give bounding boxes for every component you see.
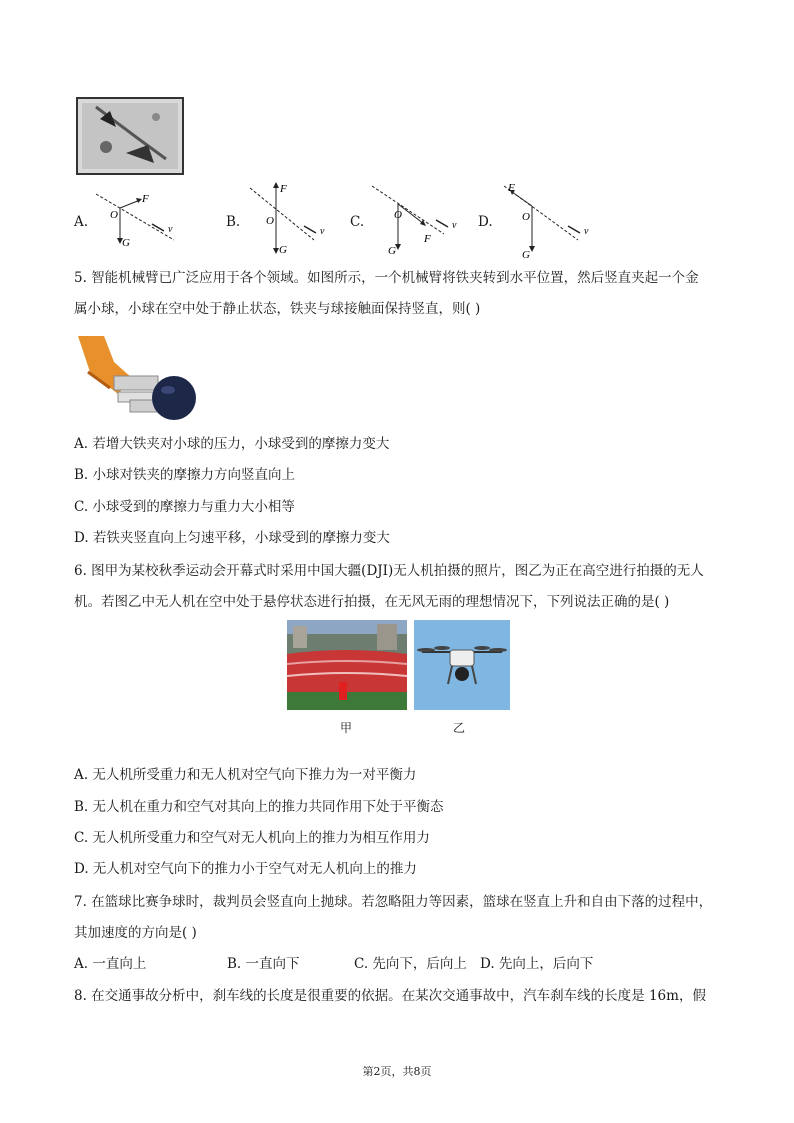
- option-letter: C.: [350, 214, 365, 230]
- q5-option-c[interactable]: C. 小球受到的摩擦力与重力大小相等: [74, 499, 295, 515]
- q6-caption-yi: 乙: [453, 721, 466, 735]
- q5-option-a[interactable]: A. 若增大铁夹对小球的压力，小球受到的摩擦力变大: [74, 436, 390, 452]
- q6-photo-jia: [287, 620, 407, 710]
- label-O: O: [266, 215, 274, 227]
- q6-option-b[interactable]: B. 无人机在重力和空气对其向上的推力共同作用下处于平衡态: [74, 799, 444, 815]
- q7-stem-line2: 其加速度的方向是( ): [74, 925, 197, 941]
- label-v: v: [168, 224, 173, 235]
- q6-caption-jia: 甲: [340, 721, 353, 735]
- q6-stem-line1: 6. 图甲为某校秋季运动会开幕式时采用中国大疆(DJI)无人机拍摄的照片，图乙为正在高空进行拍摄的无人: [74, 563, 704, 579]
- q7-option-a[interactable]: A. 一直向上: [74, 956, 147, 972]
- q4-option-c[interactable]: [350, 182, 470, 258]
- label-G: G: [279, 244, 287, 256]
- q7-option-b[interactable]: B. 一直向下: [227, 956, 300, 972]
- q5-option-b[interactable]: B. 小球对铁夹的摩擦力方向竖直向上: [74, 467, 296, 483]
- force-diagram-d: [496, 180, 598, 260]
- label-O: O: [394, 209, 402, 221]
- q6-option-a[interactable]: A. 无人机所受重力和无人机对空气向下推力为一对平衡力: [74, 767, 417, 783]
- q4-option-d[interactable]: [478, 180, 598, 260]
- q4-option-b[interactable]: [226, 180, 356, 256]
- label-O: O: [522, 211, 530, 223]
- q5-robot-arm-image: [74, 332, 199, 420]
- q6-stem-line2: 机。若图乙中无人机在空中处于悬停状态进行拍摄，在无风无雨的理想情况下，下列说法正确的是( ): [74, 594, 670, 610]
- q7-stem-line1: 7. 在篮球比赛争球时，裁判员会竖直向上抛球。若忽略阻力等因素，篮球在竖直上升和自由下落的过程中，: [74, 894, 713, 910]
- label-v: v: [584, 226, 589, 237]
- label-O: O: [110, 209, 118, 221]
- label-F: F: [142, 193, 149, 205]
- label-F: F: [508, 182, 515, 194]
- page-footer: [0, 1060, 794, 1079]
- force-diagram-c: [368, 182, 470, 258]
- q6-photo-yi: [414, 620, 510, 710]
- label-v: v: [452, 220, 457, 231]
- q4-photo: [76, 97, 184, 175]
- option-letter: B.: [226, 214, 241, 230]
- q7-option-d[interactable]: D. 先向上，后向下: [480, 956, 594, 972]
- label-F: F: [280, 183, 287, 195]
- label-G: G: [522, 249, 530, 260]
- q7-option-c[interactable]: C. 先向下，后向上: [354, 956, 467, 972]
- q4-option-a[interactable]: [70, 184, 220, 254]
- q5-stem-line2: 属小球，小球在空中处于静止状态，铁夹与球接触面保持竖直，则( ): [74, 301, 481, 317]
- q6-option-d[interactable]: D. 无人机对空气向下的推力小于空气对无人机向上的推力: [74, 861, 417, 877]
- q6-option-c[interactable]: C. 无人机所受重力和空气对无人机向上的推力为相互作用力: [74, 830, 430, 846]
- q5-stem-line1: 5. 智能机械臂已广泛应用于各个领域。如图所示，一个机械臂将铁夹转到水平位置，然后竖直夹起一个金: [74, 270, 699, 286]
- label-G: G: [122, 237, 130, 249]
- option-letter: A.: [74, 214, 89, 230]
- option-letter: D.: [478, 214, 493, 230]
- label-v: v: [320, 226, 325, 237]
- label-G: G: [388, 245, 396, 257]
- q8-stem-line1: 8. 在交通事故分析中，刹车线的长度是很重要的依据。在某次交通事故中，汽车刹车线的长度是 16m，假: [74, 988, 706, 1004]
- page-number: 第2页，共8页: [362, 1065, 432, 1078]
- force-diagram-a: [90, 184, 220, 254]
- q5-option-d[interactable]: D. 若铁夹竖直向上匀速平移，小球受到的摩擦力变大: [74, 530, 390, 546]
- label-F: F: [424, 233, 431, 245]
- force-diagram-b: [244, 180, 356, 256]
